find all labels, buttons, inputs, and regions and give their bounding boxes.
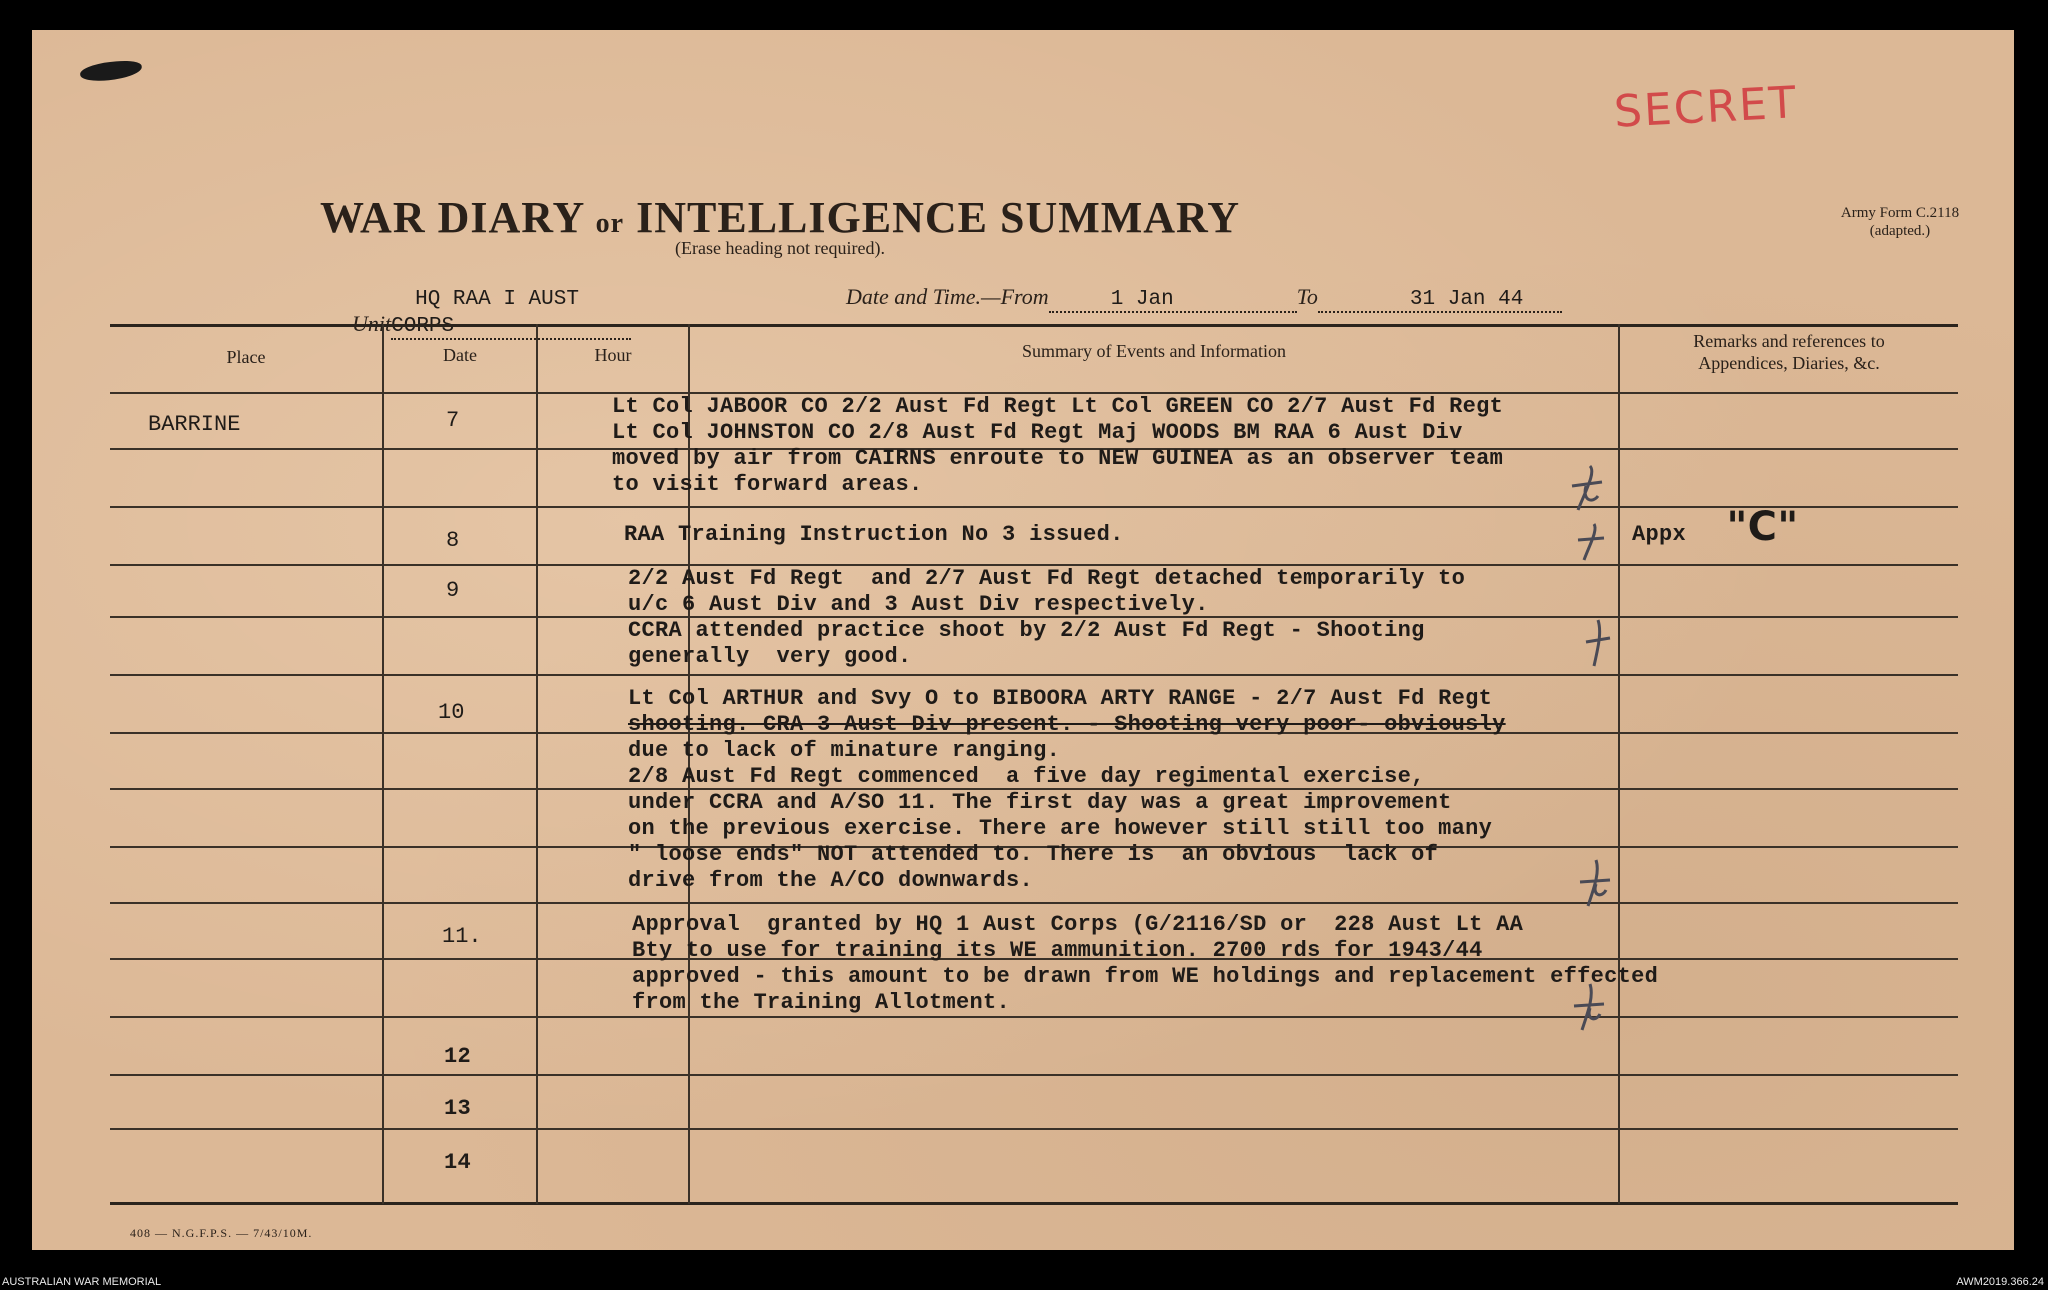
row-rule [110, 1016, 1958, 1018]
row-rule [110, 1128, 1958, 1130]
unit-field [352, 284, 631, 340]
summary-entry-9: 2/2 Aust Fd Regt and 2/7 Aust Fd Regt detached temporarily to u/c 6 Aust Div and 3 Aust Div respectively. CCRA attended practice shoot by 2/2 Aust Fd Regt - Shooting generally very good. [628, 566, 1466, 669]
date-9: 9 [446, 578, 460, 603]
remark-appx: Appx "C" [1632, 504, 1799, 550]
date-from: 1 Jan [1110, 288, 1174, 311]
col-header-remarks [1620, 330, 1958, 374]
initial-mark-icon [1580, 616, 1616, 672]
date-field [846, 284, 1562, 313]
page-title [0, 192, 1560, 243]
archive-caption: AUSTRALIAN WAR MEMORIAL [2, 1276, 162, 1288]
army-form-line1: Army Form C.2118 [1840, 205, 1960, 221]
initial-mark-icon [1574, 520, 1610, 564]
title-part1: WAR DIARY [319, 193, 584, 242]
title-part2: INTELLIGENCE SUMMARY [636, 193, 1241, 242]
row-rule [110, 902, 1958, 904]
col-rule [382, 324, 384, 1204]
to-label: To [1296, 284, 1318, 309]
table-top-rule [110, 324, 1958, 327]
date-14: 14 [444, 1150, 472, 1175]
summary-entry-10: Lt Col ARTHUR and Svy O to BIBOORA ARTY RANGE - 2/7 Aust Fd Regt shooting. CRA 3 Aust Div present. - Shooting very poor- obviously due to lack of minature ranging. 2/8 Aust Fd Regt commenced a five day regimental exercise, under CCRA and A/SO 11. The first day was a great improvement on the previous exercise. There are however still still too many " loose ends" NOT attended to. There is an obvious lack of drive from the A/CO downwards. [628, 686, 1506, 893]
date-13: 13 [444, 1096, 472, 1121]
secret-stamp: SECRET [1612, 77, 1799, 138]
initial-mark-icon [1568, 460, 1608, 520]
remarks-header-line1: Remarks and references to [1693, 331, 1885, 351]
summary-entry-7: Lt Col JABOOR CO 2/2 Aust Fd Regt Lt Col GREEN CO 2/7 Aust Fd Regt Lt Col JOHNSTON CO 2/8 Aust Fd Regt Maj WOODS BM RAA 6 Aust Div moved by air from CAIRNS enroute to NEW GUINEA as an observer team to visit forward areas. [612, 394, 1504, 497]
initial-mark-icon [1576, 856, 1616, 912]
col-rule [1618, 324, 1620, 1204]
remarks-header-line2: Appendices, Diaries, &c. [1698, 353, 1880, 373]
row-rule [110, 674, 1958, 676]
army-form-label [1790, 204, 2010, 240]
row-rule [110, 506, 1958, 508]
col-rule [536, 324, 538, 1204]
table-bottom-rule [110, 1202, 1958, 1205]
col-header-date: Date [443, 345, 477, 365]
form-footer: 408 — N.G.F.P.S. — 7/43/10M. [130, 1226, 313, 1240]
archive-reference: AWM2019.366.24 [1956, 1276, 2044, 1288]
date-12: 12 [444, 1044, 472, 1069]
date-7: 7 [446, 408, 460, 433]
summary-entry-11: Approval granted by HQ 1 Aust Corps (G/2116/SD or 228 Aust Lt AA Bty to use for training its WE ammunition. 2700 rds for 1943/44 approved - this amount to be drawn from WE holdings and replacement effected from the Training Allotment. [632, 912, 1659, 1015]
date-11: 11. [442, 924, 482, 949]
date-10: 10 [438, 700, 465, 725]
title-or: or [595, 208, 625, 239]
place-barrine: BARRINE [148, 412, 241, 437]
summary-entry-8: RAA Training Instruction No 3 issued. [624, 522, 1124, 547]
col-header-hour: Hour [594, 345, 632, 365]
appx-c-ref: "C" [1726, 504, 1799, 550]
date-to: 31 Jan 44 [1409, 288, 1524, 311]
army-form-line2: (adapted.) [1869, 223, 1931, 239]
date-label: Date and Time.—From [846, 284, 1049, 309]
col-header-summary: Summary of Events and Information [1022, 341, 1286, 361]
subtitle: (Erase heading not required). [675, 238, 885, 258]
initial-mark-icon [1570, 980, 1610, 1036]
col-header-place: Place [226, 347, 266, 367]
date-8: 8 [446, 528, 460, 553]
row-rule [110, 1074, 1958, 1076]
unit-value: HQ RAA I AUST [415, 288, 579, 311]
